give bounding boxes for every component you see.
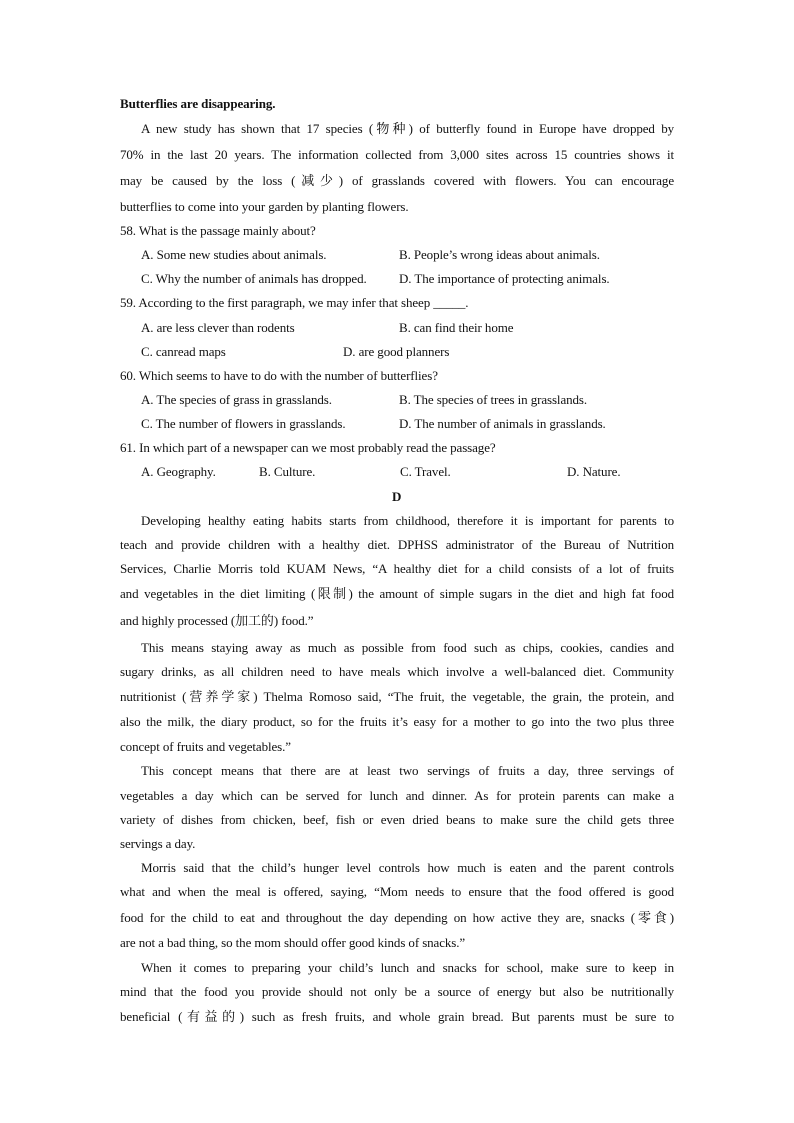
paragraph-line: This concept means that there are at least two servings of fruits a day, three servings of xyxy=(141,763,674,778)
paragraph-line: beneficial (有益的) such as fresh fruits, and whole grain bread. But parents must be sure to xyxy=(120,1009,674,1024)
paragraph-line: may be caused by the loss (减少) of grasslands covered with flowers. You can encourage xyxy=(120,173,674,188)
answer-option: C. Why the number of animals has dropped. xyxy=(141,271,367,286)
paragraph-line: concept of fruits and vegetables.” xyxy=(120,739,291,754)
paragraph-line: Services, Charlie Morris told KUAM News, “A healthy diet for a child consists of a lot of fruits xyxy=(120,561,674,576)
paragraph-line: nutritionist (营养学家) Thelma Romoso said, “The fruit, the vegetable, the grain, the protein, and xyxy=(120,689,674,704)
paragraph-line: variety of dishes from chicken, beef, fish or even dried beans to make sure the child gets three xyxy=(120,812,674,827)
paragraph-line: sugary drinks, as all children need to have meals which involve a well-balanced diet. Community xyxy=(120,664,674,679)
answer-option: A. are less clever than rodents xyxy=(141,320,295,335)
answer-option: B. The species of trees in grasslands. xyxy=(399,392,588,407)
section-heading: D xyxy=(392,489,402,504)
answer-option: C. The number of flowers in grasslands. xyxy=(141,416,346,431)
paragraph-line: and vegetables in the diet limiting (限制) the amount of simple sugars in the diet and high fat food xyxy=(120,586,674,601)
paragraph-line: also the milk, the diary product, so for the fruits it’s easy for a mother to go into the two plus three xyxy=(120,714,674,729)
paragraph-line: This means staying away as much as possible from food such as chips, cookies, candies and xyxy=(141,640,674,655)
answer-option: D. The number of animals in grasslands. xyxy=(399,416,606,431)
question-stem: 60. Which seems to have to do with the number of butterflies? xyxy=(120,368,438,383)
answer-option: C. canread maps xyxy=(141,344,226,359)
paragraph-line: what and when the meal is offered, saying, “Mom needs to ensure that the food offered is good xyxy=(120,884,674,899)
answer-option: B. Culture. xyxy=(259,464,316,479)
question-stem: 59. According to the first paragraph, we may infer that sheep _____. xyxy=(120,295,469,310)
paragraph-line: A new study has shown that 17 species (物种) of butterfly found in Europe have dropped by xyxy=(141,121,674,136)
paragraph-line: are not a bad thing, so the mom should offer good kinds of snacks.” xyxy=(120,935,466,950)
answer-option: A. Geography. xyxy=(141,464,216,479)
passage-title: Butterflies are disappearing. xyxy=(120,96,276,111)
answer-option: B. People’s wrong ideas about animals. xyxy=(399,247,600,262)
paragraph-line: food for the child to eat and throughout the day depending on how active they are, snacks (零食) xyxy=(120,910,674,925)
question-stem: 61. In which part of a newspaper can we most probably read the passage? xyxy=(120,440,496,455)
paragraph-line: Developing healthy eating habits starts from childhood, therefore it is important for parents to xyxy=(141,513,674,528)
paragraph-line: teach and provide children with a healthy diet. DPHSS administrator of the Bureau of Nutrition xyxy=(120,537,674,552)
answer-option: A. Some new studies about animals. xyxy=(141,247,327,262)
answer-option: A. The species of grass in grasslands. xyxy=(141,392,332,407)
paragraph-line: When it comes to preparing your child’s lunch and snacks for school, make sure to keep in xyxy=(141,960,674,975)
answer-option: C. Travel. xyxy=(400,464,451,479)
answer-option: D. The importance of protecting animals. xyxy=(399,271,610,286)
paragraph-line: mind that the food you provide should not only be a source of energy but also be nutritionally xyxy=(120,984,674,999)
paragraph-line: servings a day. xyxy=(120,836,196,851)
paragraph-line: and highly processed (加工的) food.” xyxy=(120,613,314,628)
answer-option: D. are good planners xyxy=(343,344,450,359)
paragraph-line: 70% in the last 20 years. The information collected from 3,000 sites across 15 countries shows it xyxy=(120,147,674,162)
answer-option: D. Nature. xyxy=(567,464,621,479)
paragraph-line: butterflies to come into your garden by planting flowers. xyxy=(120,199,409,214)
answer-option: B. can find their home xyxy=(399,320,514,335)
paragraph-line: vegetables a day which can be served for lunch and dinner. As for protein parents can make a xyxy=(120,788,674,803)
question-stem: 58. What is the passage mainly about? xyxy=(120,223,316,238)
paragraph-line: Morris said that the child’s hunger level controls how much is eaten and the parent controls xyxy=(141,860,674,875)
